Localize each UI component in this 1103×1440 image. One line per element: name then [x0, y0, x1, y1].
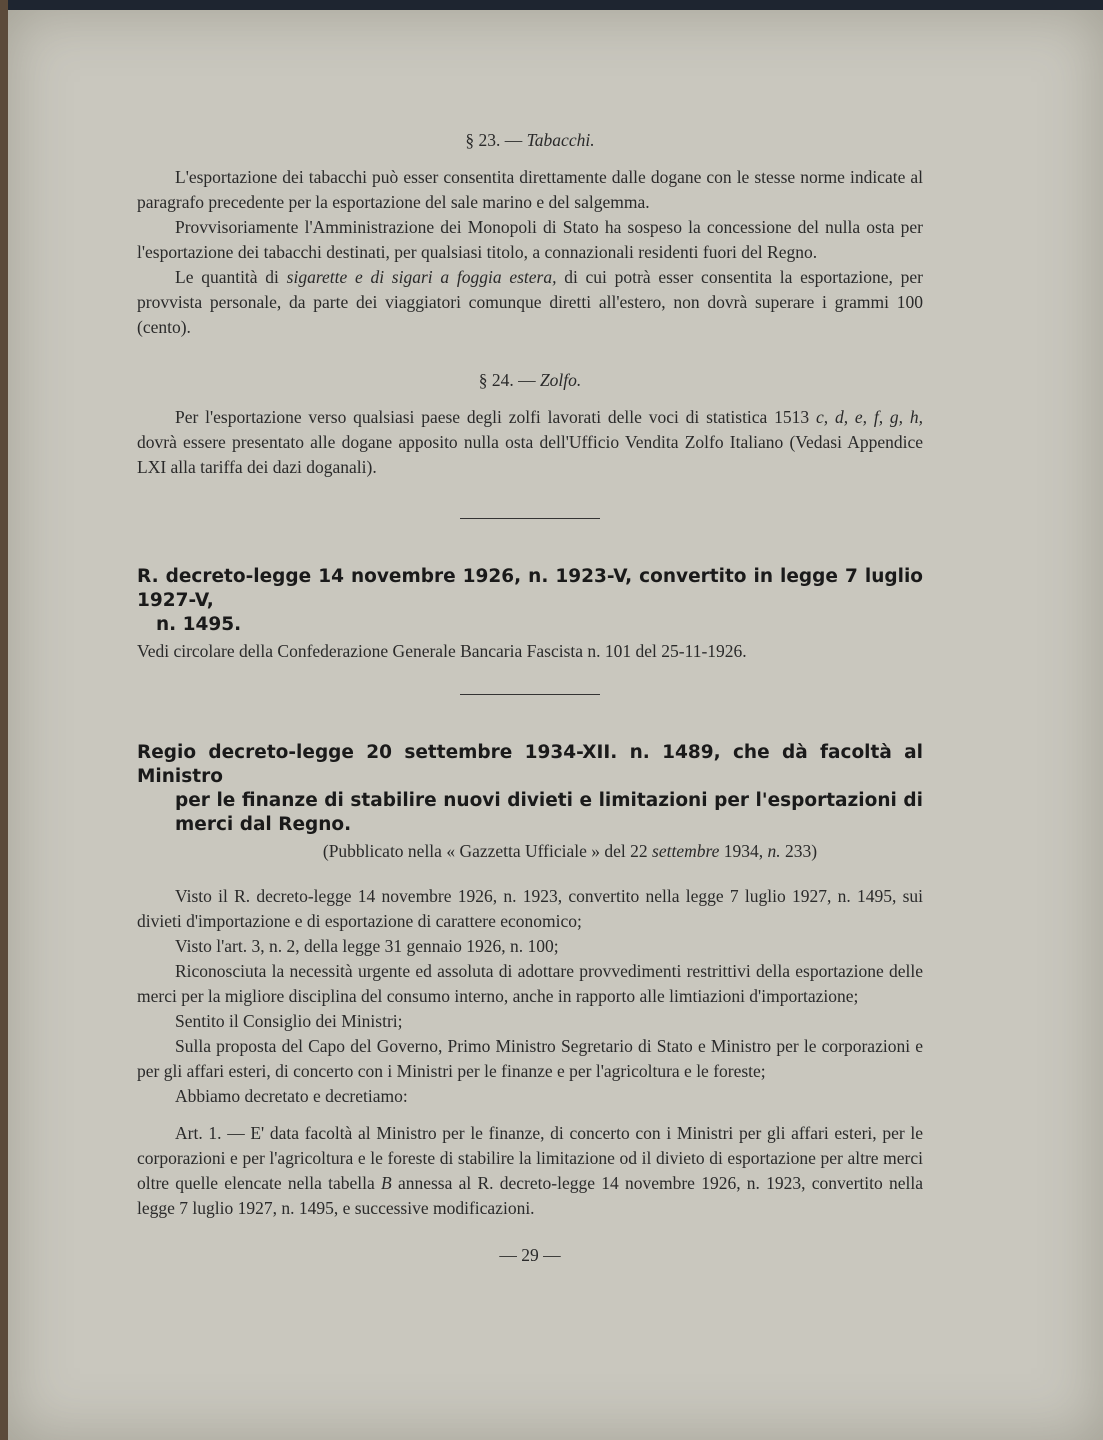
section-23-para-1: L'esportazione dei tabacchi può esser consentita direttamente dalle dogane con le stesse norme indicate al paragrafo precedente per la esportazione del sale marino e del salgemma.	[137, 167, 923, 212]
divider-rule-2	[460, 694, 600, 695]
section-23-title	[137, 128, 923, 153]
preamble-visto-2: Visto l'art. 3, n. 2, della legge 31 gennaio 1926, n. 100;	[175, 936, 559, 956]
section-24-name: Zolfo.	[539, 370, 582, 390]
section-24-title	[137, 368, 923, 393]
decree-2-publication: (Pubblicato nella « Gazzetta Ufficiale » del 22 settembre 1934, n. 233)	[322, 841, 818, 861]
preamble-visto-1: Visto il R. decreto-legge 14 novembre 1926, n. 1923, convertito nella legge 7 luglio 1927, n. 1495, sui divieti d'importazione e di esportazione di carattere economico;	[137, 886, 923, 931]
page-number: — 29 —	[499, 1245, 561, 1265]
decree-1-title: R. decreto-legge 14 novembre 1926, n. 1923-V, convertito in legge 7 luglio 1927-V, n. 1495.	[137, 566, 923, 635]
book-binding-edge	[0, 0, 8, 1440]
section-24-para: Per l'esportazione verso qualsiasi paese degli zolfi lavorati delle voci di statistica 1513 c, d, e, f, g, h, dovrà essere presentato alle dogane apposito nulla osta dell'Ufficio Vendita Zolfo Italiano (Vedasi Appendice LXI alla tariffa dei dazi doganali).	[137, 407, 923, 477]
preamble-abbiamo: Abbiamo decretato e decretiamo:	[175, 1086, 408, 1106]
section-23-number: § 23. —	[465, 130, 527, 150]
preamble-sentito: Sentito il Consiglio dei Ministri;	[175, 1011, 403, 1031]
section-24-number: § 24. —	[478, 370, 540, 390]
scan-top-edge	[0, 0, 1103, 10]
decree-2-preamble	[137, 884, 923, 1109]
preamble-sulla-proposta: Sulla proposta del Capo del Governo, Primo Ministro Segretario di Stato e Ministro per le corporazioni e per gli affari esteri, di concerto con i Ministri per le finanze e per l'agricoltura e le foreste;	[137, 1036, 923, 1081]
page-content	[137, 128, 923, 1268]
divider-rule-1	[460, 518, 600, 519]
article-1: Art. 1. — E' data facoltà al Ministro per le finanze, di concerto con i Ministri per gli affari esteri, per le corporazioni e per l'agricoltura e le foreste di stabilire la limitazione od il divieto di esportazione per altre merci oltre quelle elencate nella tabella B annessa al R. decreto-legge 14 novembre 1926, n. 1923, convertito nella legge 7 luglio 1927, n. 1495, e successive modificazioni.	[137, 1123, 923, 1218]
decree-2-title: Regio decreto-legge 20 settembre 1934-XII. n. 1489, che dà facoltà al Ministro per le finanze di stabilire nuovi divieti e limitazioni per l'esportazioni di merci dal Regno.	[137, 742, 923, 835]
section-23-para-3: Le quantità di sigarette e di sigari a foggia estera, di cui potrà esser consentita la esportazione, per provvista personale, da parte dei viaggiatori comunque diretti all'estero, non dovrà superare i grammi 100 (cento).	[137, 267, 923, 337]
preamble-riconosciuta: Riconosciuta la necessità urgente ed assoluta di adottare provvedimenti restrittivi della esportazione delle merci per la migliore disciplina del consumo interno, anche in rapporto alle limtiazioni d'importazione;	[137, 961, 923, 1006]
section-23-para-2: Provvisoriamente l'Amministrazione dei Monopoli di Stato ha sospeso la concessione del nulla osta per l'esportazione dei tabacchi destinati, per qualsiasi titolo, a connazionali residenti fuori del Regno.	[137, 217, 923, 262]
section-23-name: Tabacchi.	[526, 130, 595, 150]
decree-1-note: Vedi circolare della Confederazione Generale Bancaria Fascista n. 101 del 25-11-1926.	[137, 641, 747, 661]
